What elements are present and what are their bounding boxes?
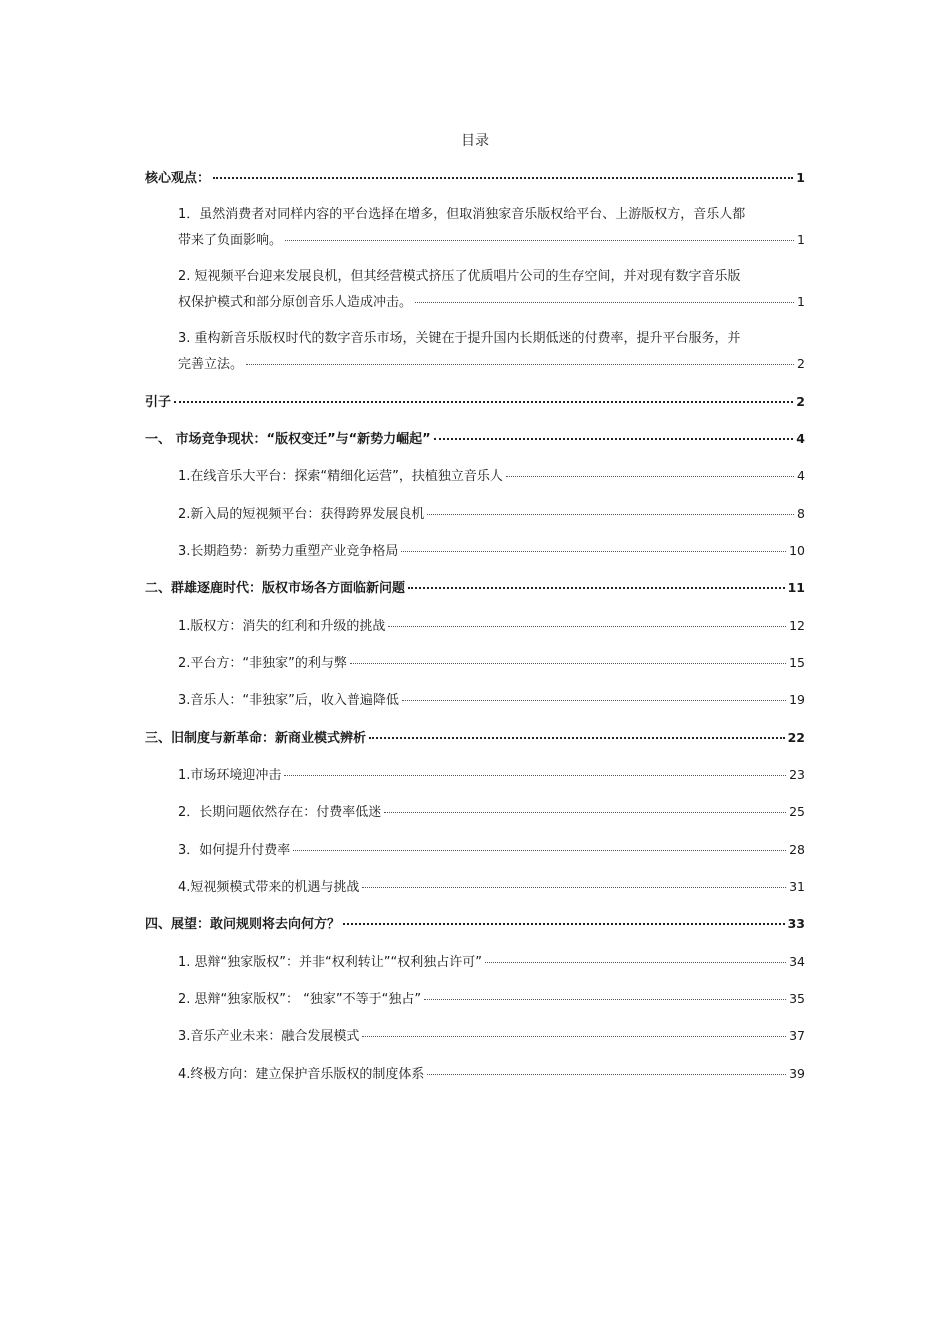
toc-item-line2: 完善立法。 xyxy=(178,357,244,372)
toc-item-label: 1. 思辩“独家版权”：并非“权利转让”“权利独占许可” xyxy=(178,955,482,970)
toc-page-number: 37 xyxy=(789,1028,805,1043)
toc-item-3-4[interactable] xyxy=(178,878,805,897)
toc-page-number: 1 xyxy=(797,294,805,309)
dot-leader xyxy=(424,999,786,1000)
toc-page-number: 4 xyxy=(796,431,805,446)
dot-leader xyxy=(369,737,785,739)
toc-heading-section-2[interactable] xyxy=(145,579,805,598)
dot-leader xyxy=(284,775,786,776)
dot-leader xyxy=(384,812,786,813)
toc-page-number: 2 xyxy=(796,394,805,409)
toc-page-number: 11 xyxy=(787,580,805,595)
toc-item-4-3[interactable] xyxy=(178,1027,805,1046)
toc-page-number: 1 xyxy=(797,232,805,247)
dot-leader xyxy=(285,240,794,241)
toc-item-label: 4.终极方向：建立保护音乐版权的制度体系 xyxy=(178,1067,425,1082)
toc-page-number: 12 xyxy=(789,618,805,633)
toc-item-label: 3.音乐人：“非独家”后，收入普遍降低 xyxy=(178,693,399,708)
toc-item-label: 3.音乐产业未来：融合发展模式 xyxy=(178,1029,360,1044)
toc-heading-label: 一、 市场竞争现状：“版权变迁”与“新势力崛起” xyxy=(145,432,431,447)
toc-item-label: 1.版权方：消失的红利和升级的挑战 xyxy=(178,619,386,634)
dot-leader xyxy=(485,962,786,963)
dot-leader xyxy=(343,923,785,925)
toc-page-number: 31 xyxy=(789,879,805,894)
toc-page-number: 8 xyxy=(797,506,805,521)
toc-item-2-2[interactable] xyxy=(178,654,805,673)
toc-page-number: 28 xyxy=(789,842,805,857)
toc-page-number: 34 xyxy=(789,954,805,969)
toc-title: 目录 xyxy=(461,133,489,149)
toc-heading-section-1[interactable] xyxy=(145,430,805,449)
toc-item-line1: 2. 短视频平台迎来发展良机，但其经营模式挤压了优质唱片公司的生存空间，并对现有数字音乐版 xyxy=(178,269,741,284)
toc-item-line2: 带来了负面影响。 xyxy=(178,233,283,248)
dot-leader xyxy=(362,1036,786,1037)
toc-item-label: 2．长期问题依然存在：付费率低迷 xyxy=(178,805,382,820)
toc-heading-label: 核心观点： xyxy=(145,171,211,186)
dot-leader xyxy=(401,551,786,552)
toc-item-core-1[interactable] xyxy=(178,206,805,250)
toc-page-number: 39 xyxy=(789,1066,805,1081)
toc-item-core-2[interactable] xyxy=(178,268,805,312)
toc-item-2-3[interactable] xyxy=(178,691,805,710)
toc-item-4-1[interactable] xyxy=(178,953,805,972)
toc-heading-section-4[interactable] xyxy=(145,915,805,934)
toc-page-number: 23 xyxy=(789,767,805,782)
toc-page-number: 1 xyxy=(796,170,805,185)
toc-page-number: 19 xyxy=(789,692,805,707)
toc-item-1-1[interactable] xyxy=(178,467,805,486)
dot-leader xyxy=(174,401,793,403)
dot-leader xyxy=(434,438,794,440)
toc-page-number: 35 xyxy=(789,991,805,1006)
dot-leader xyxy=(506,476,794,477)
toc-heading-core[interactable] xyxy=(145,169,805,188)
toc-page-number: 33 xyxy=(787,916,805,931)
dot-leader xyxy=(246,364,794,365)
toc-page-number: 22 xyxy=(787,730,805,745)
toc-heading-intro[interactable] xyxy=(145,393,805,412)
toc-item-3-1[interactable] xyxy=(178,766,805,785)
toc-heading-label: 四、展望：敢问规则将去向何方？ xyxy=(145,917,341,932)
dot-leader xyxy=(402,700,786,701)
toc-item-3-2[interactable] xyxy=(178,803,805,822)
toc-page-number: 25 xyxy=(789,804,805,819)
dot-leader xyxy=(293,850,786,851)
toc-heading-label: 二、群雄逐鹿时代：版权市场各方面临新问题 xyxy=(145,581,406,596)
toc-item-1-2[interactable] xyxy=(178,505,805,524)
toc-item-2-1[interactable] xyxy=(178,617,805,636)
toc-item-label: 2. 思辩“独家版权”： “独家”不等于“独占” xyxy=(178,992,422,1007)
toc-item-core-3[interactable] xyxy=(178,330,805,374)
toc-item-1-3[interactable] xyxy=(178,542,805,561)
toc-heading-label: 引子 xyxy=(145,395,172,410)
toc-page-number: 10 xyxy=(789,543,805,558)
dot-leader xyxy=(362,887,786,888)
toc-page-number: 4 xyxy=(797,468,805,483)
dot-leader xyxy=(213,177,793,179)
dot-leader xyxy=(427,1074,786,1075)
toc-item-4-4[interactable] xyxy=(178,1065,805,1084)
dot-leader xyxy=(415,302,794,303)
toc-page-number: 2 xyxy=(797,356,805,371)
toc-item-label: 3.长期趋势：新势力重塑产业竞争格局 xyxy=(178,544,399,559)
toc-item-label: 2.新入局的短视频平台：获得跨界发展良机 xyxy=(178,507,425,522)
dot-leader xyxy=(350,663,786,664)
toc-item-label: 4.短视频模式带来的机遇与挑战 xyxy=(178,880,360,895)
toc-item-label: 3．如何提升付费率 xyxy=(178,843,291,858)
dot-leader xyxy=(408,587,785,589)
toc-page-number: 15 xyxy=(789,655,805,670)
dot-leader xyxy=(427,514,794,515)
toc-item-line2: 权保护模式和部分原创音乐人造成冲击。 xyxy=(178,295,413,310)
toc-item-label: 1.市场环境迎冲击 xyxy=(178,768,282,783)
toc-item-label: 1.在线音乐大平台：探索“精细化运营”，扶植独立音乐人 xyxy=(178,469,503,484)
toc-heading-label: 三、旧制度与新革命：新商业模式辨析 xyxy=(145,731,367,746)
toc-item-line1: 3. 重构新音乐版权时代的数字音乐市场，关键在于提升国内长期低迷的付费率，提升平台服务，并 xyxy=(178,331,741,346)
dot-leader xyxy=(388,626,786,627)
toc-item-4-2[interactable] xyxy=(178,990,805,1009)
toc-item-line1: 1．虽然消费者对同样内容的平台选择在增多，但取消独家音乐版权给平台、上游版权方，音乐人都 xyxy=(178,207,746,222)
toc-item-3-3[interactable] xyxy=(178,841,805,860)
toc-item-label: 2.平台方：“非独家”的利与弊 xyxy=(178,656,347,671)
toc-heading-section-3[interactable] xyxy=(145,729,805,748)
